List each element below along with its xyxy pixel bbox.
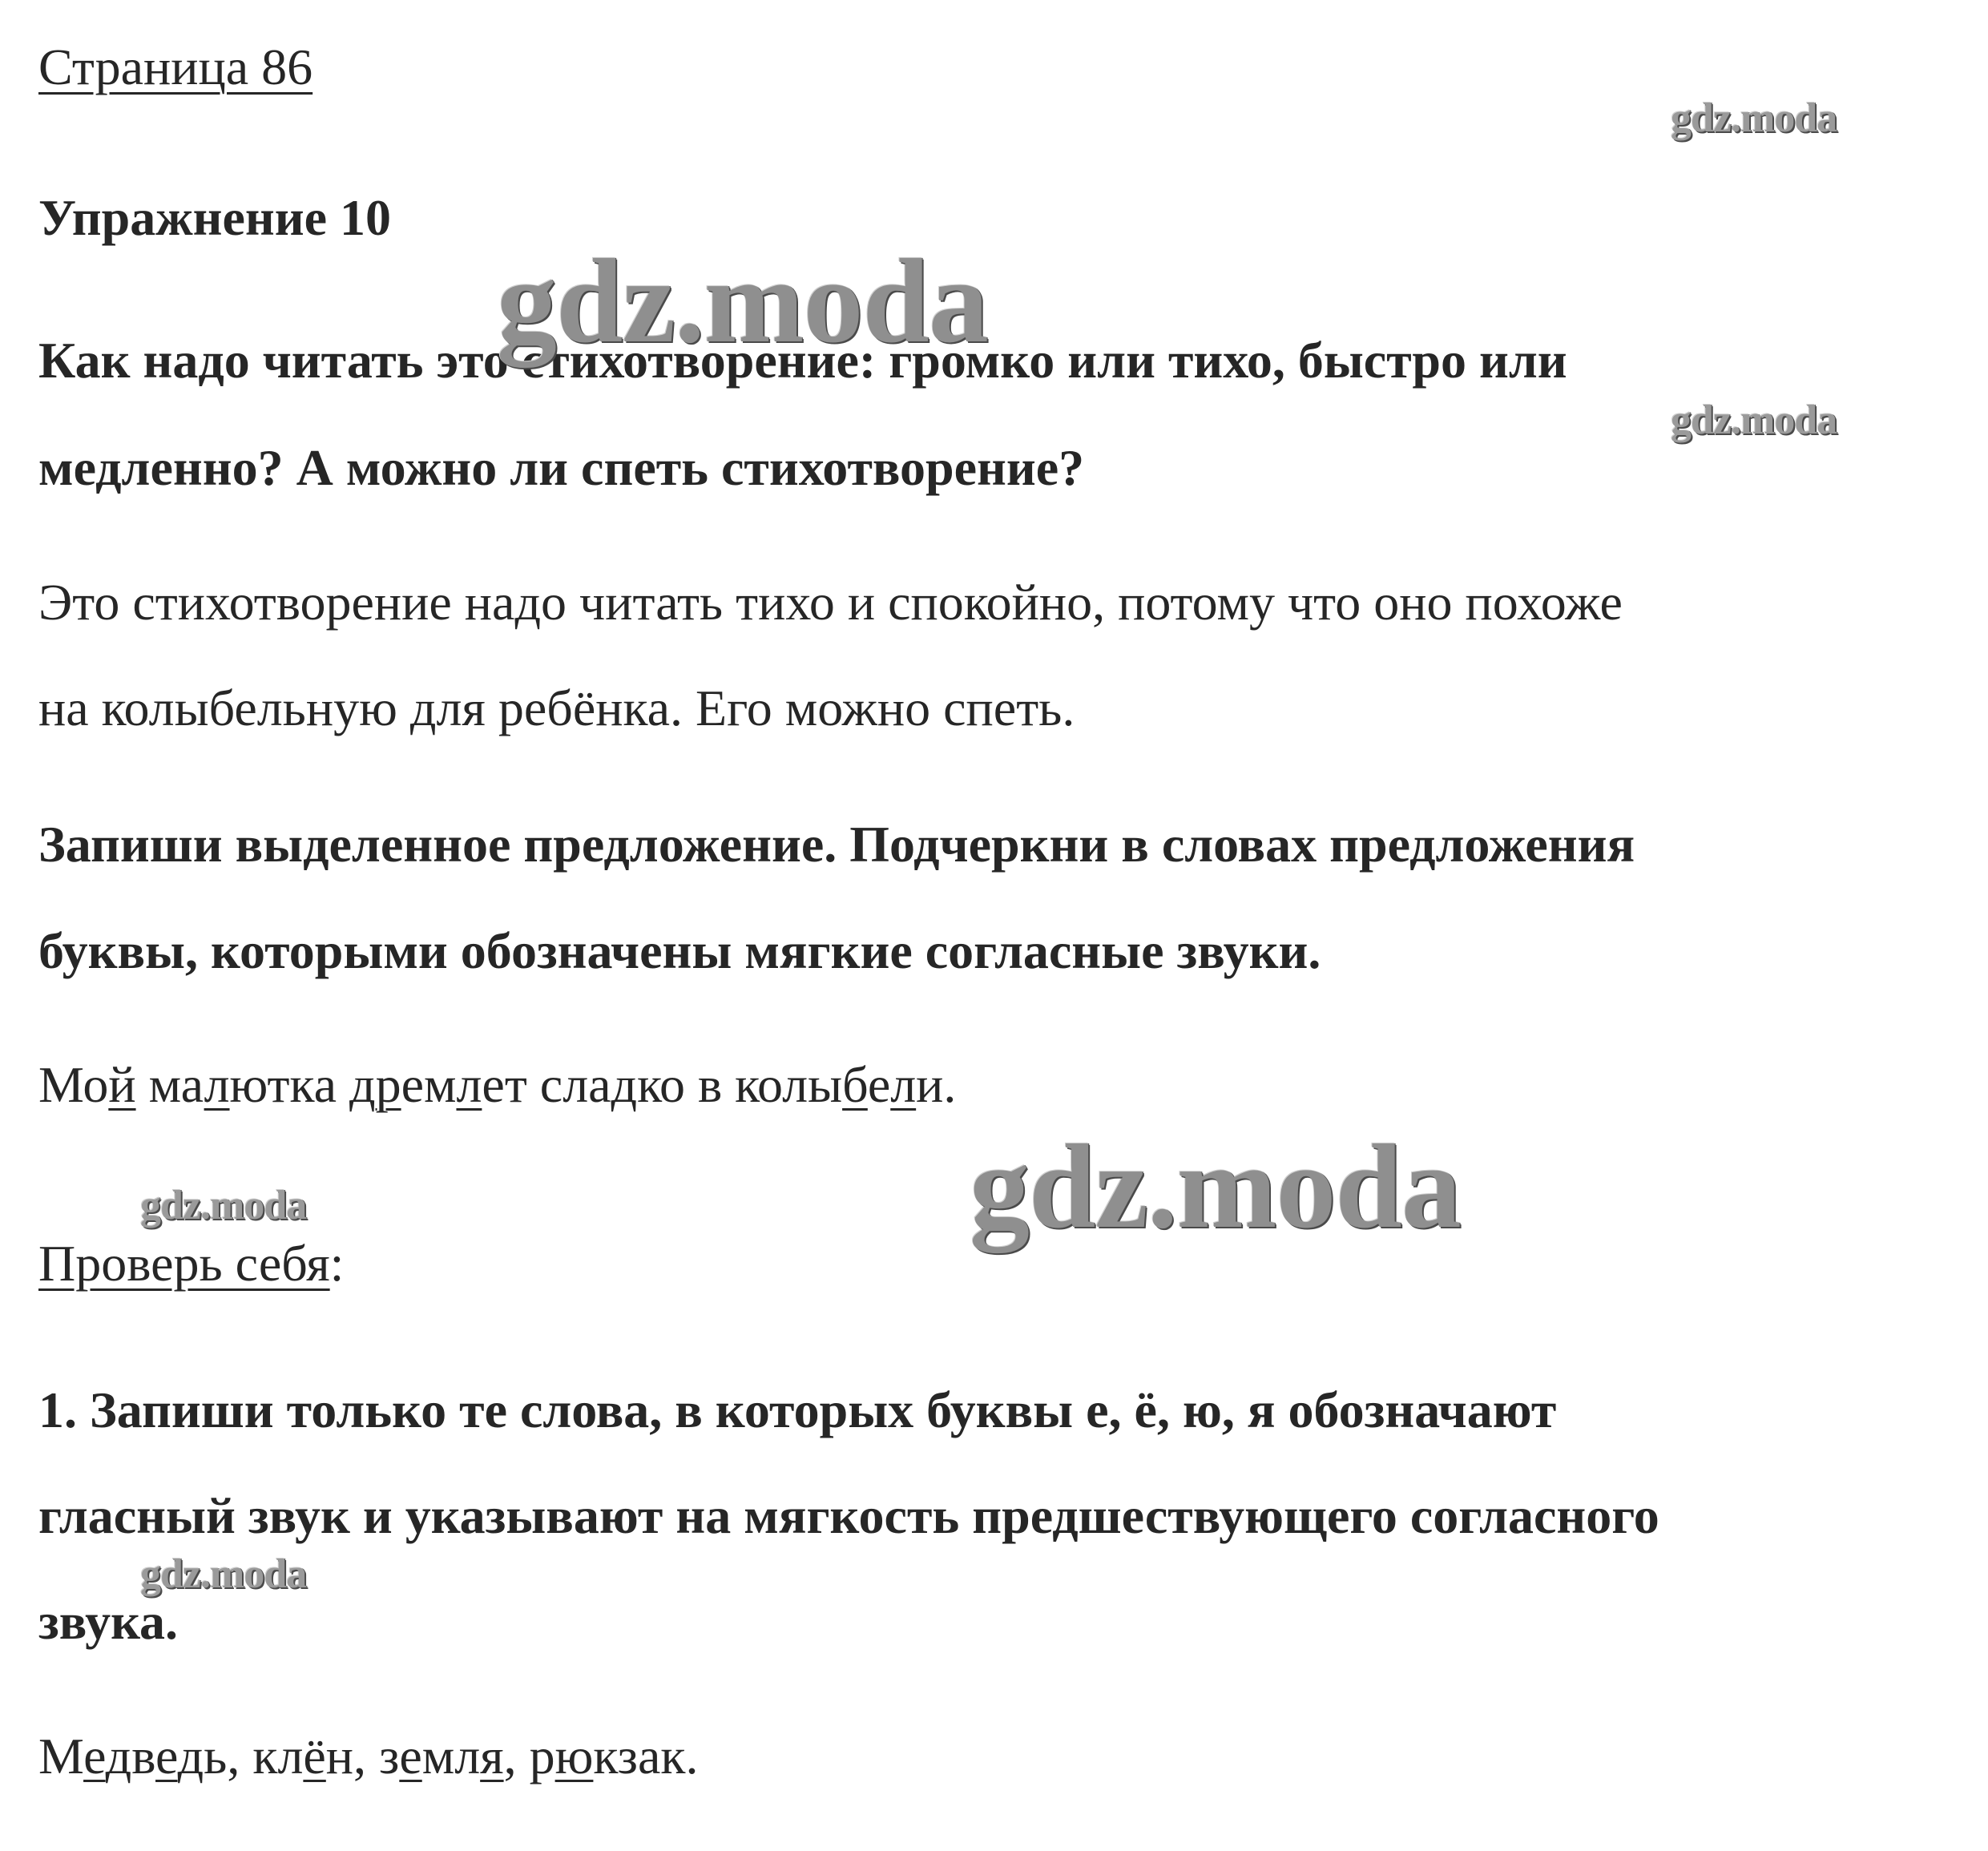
answer3-words xyxy=(38,1728,699,1784)
text-segment: кзак. xyxy=(593,1728,699,1784)
underlined-letter: ю xyxy=(554,1728,594,1784)
text-segment: ютка д xyxy=(229,1056,376,1113)
underlined-letter: л xyxy=(204,1056,230,1113)
check-heading-text: Проверь себя xyxy=(38,1235,330,1292)
question1-line2: медленно? А можно ли спеть стихотворение? xyxy=(38,439,1085,496)
watermark: gdz.moda xyxy=(1671,95,1837,141)
watermark: gdz.moda xyxy=(497,235,988,368)
text-segment: ем xyxy=(401,1056,457,1113)
answer1-line2: на колыбельную для ребёнка. Его можно спеть. xyxy=(38,680,1075,736)
underlined-letter: е xyxy=(83,1728,106,1784)
underlined-letter: я xyxy=(480,1728,504,1784)
check-heading xyxy=(38,1235,345,1292)
watermark: gdz.moda xyxy=(970,1120,1461,1253)
text-segment: дь, кл xyxy=(177,1728,304,1784)
underlined-letter: р xyxy=(375,1056,401,1113)
text-segment: мл xyxy=(421,1728,481,1784)
question2-line2: буквы, которыми обозначены мягкие согласные звуки. xyxy=(38,922,1321,979)
underlined-letter: е xyxy=(399,1728,422,1784)
answer2-sentence xyxy=(38,1056,957,1113)
question1-line1: Как надо читать это стихотворение: громко или тихо, быстро или xyxy=(38,332,1567,389)
text-segment: дв xyxy=(105,1728,156,1784)
text-segment: Мо xyxy=(38,1056,109,1113)
task1-line1: 1. Запиши только те слова, в которых буквы е, ё, ю, я обозначают xyxy=(38,1381,1557,1438)
text-segment: М xyxy=(38,1728,84,1784)
text-segment: и. xyxy=(916,1056,957,1113)
text-segment: , р xyxy=(503,1728,555,1784)
underlined-letter: л xyxy=(456,1056,482,1113)
underlined-letter: е xyxy=(155,1728,178,1784)
question2-line1: Запиши выделенное предложение. Подчеркни в словах предложения xyxy=(38,816,1635,873)
underlined-letter: б xyxy=(842,1056,868,1113)
check-heading-colon: : xyxy=(329,1235,345,1292)
text-segment: е xyxy=(867,1056,891,1113)
watermark: gdz.moda xyxy=(140,1551,307,1597)
underlined-letter: й xyxy=(108,1056,136,1113)
task1-line3: звука. xyxy=(38,1593,178,1650)
text-segment: н, з xyxy=(325,1728,400,1784)
answer1-line1: Это стихотворение надо читать тихо и спокойно, потому что оно похоже xyxy=(38,574,1623,631)
watermark: gdz.moda xyxy=(140,1183,307,1228)
page-title: Страница 86 xyxy=(38,38,313,95)
underlined-letter: ё xyxy=(303,1728,326,1784)
exercise-title: Упражнение 10 xyxy=(38,189,392,246)
task1-line2: гласный звук и указывают на мягкость предшествующего согласного xyxy=(38,1487,1659,1544)
text-segment: ма xyxy=(135,1056,204,1113)
watermark: gdz.moda xyxy=(1671,397,1837,443)
text-segment: ет сладко в колы xyxy=(482,1056,843,1113)
underlined-letter: л xyxy=(890,1056,917,1113)
